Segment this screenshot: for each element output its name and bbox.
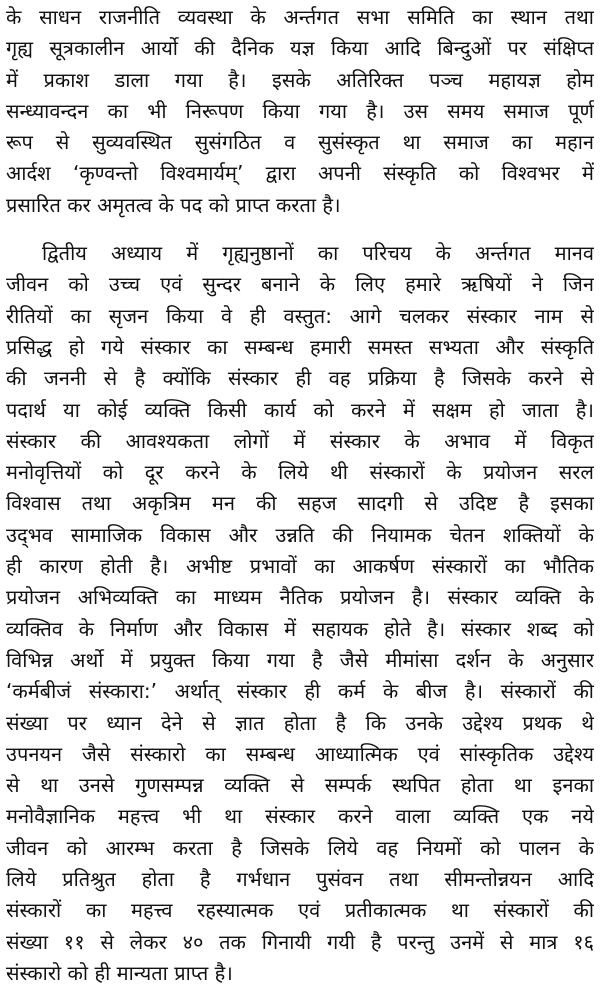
text-line: प्रयोजन अभिव्यक्ति का माध्यम नैतिक प्रयोजन है। संस्कार व्यक्ति के: [6, 585, 594, 610]
text-line: संख्या पर ध्यान देने से ज्ञात होता है कि उनके उद्देश्य प्रथक थे: [6, 710, 594, 735]
text-line: द्वितीय अध्याय में गृह्यनुष्ठानों का परिचय के अर्न्तगत मानव: [42, 241, 594, 266]
text-line: में प्रकाश डाला गया है। इसके अतिरिक्त पञ्च महायज्ञ होम: [6, 67, 594, 92]
text-line: विभिन्न अर्थो में प्रयुक्त किया गया है जैसे मीमांसा दर्शन के अनुसार: [6, 647, 594, 672]
text-line: संख्या ११ से लेकर ४० तक गिनायी गयी है परन्तु उनमें से मात्र १६: [6, 929, 594, 954]
text-line: उपनयन जैसे संस्कारो का सम्बन्ध आध्यात्मिक एवं सांस्कृतिक उद्देश्य: [6, 741, 594, 766]
text-line: मनोवृत्तियों को दूर करने के लिये थी संस्कारों के प्रयोजन सरल: [6, 460, 594, 485]
text-line: से था उनसे गुणसम्पन्न व्यक्ति से सम्पर्क स्थपित होता था इनका: [6, 773, 594, 798]
text-line: रीतियों का सृजन किया वे ही वस्तुत: आगे चलकर संस्कार नाम से: [6, 303, 594, 328]
text-line: संस्कार की आवश्यकता लोगों में संस्कार के अभाव में विकृत: [6, 428, 594, 453]
text-line: प्रसिद्ध हो गये संस्कार का सम्बन्ध हमारी समस्त सभ्यता और संस्कृति: [6, 334, 594, 359]
text-line: संस्कारो को ही मान्यता प्राप्त है।: [6, 960, 233, 985]
text-line: ही कारण होती है। अभीष्ट प्रभावों का आकर्षण संस्कारों का भौतिक: [6, 554, 594, 579]
text-line: पदार्थ या कोई व्यक्ति किसी कार्य को करने में सक्षम हो जाता है।: [6, 397, 594, 422]
text-line: लिये प्रतिश्रुत होता है गर्भधान पुसंवन तथा सीमन्तोन्नयन आदि: [6, 867, 594, 892]
text-line: जीवन को उच्च एवं सुन्दर बनाने के लिए हमारे ऋषियों ने जिन: [6, 272, 594, 297]
text-line: जीवन को आरम्भ करता है जिसके लिये वह नियमों को पालन के: [6, 835, 594, 860]
document-page: [6, 2, 594, 989]
text-line: की जननी से है क्योंकि संस्कार ही वह प्रक्रिया है जिसके करने से: [6, 366, 594, 391]
text-line: आर्दश ‘कृण्वन्तो विश्वमार्यम्’ द्वारा अपनी संस्कृति को विश्वभर में: [6, 161, 594, 186]
paragraph: [6, 2, 594, 221]
text-line: व्यक्तिव के निर्माण और विकास में सहायक होते है। संस्कार शब्द को: [6, 616, 594, 641]
text-line: प्रसारित कर अमृतत्व के पद को प्राप्त करता है।: [6, 192, 341, 217]
text-line: संस्कारों का महत्त्व रहस्यात्मक एवं प्रतीकात्मक था संस्कारों की: [6, 898, 594, 923]
text-line: ‘कर्मबीजं संस्कारा:’ अर्थात् संस्कार ही कर्म के बीज है। संस्कारों की: [6, 679, 594, 704]
text-line: सन्ध्यावन्दन का भी निरूपण किया गया है। उस समय समाज पूर्ण: [6, 98, 594, 123]
text-line: विश्वास तथा अकृत्रिम मन की सहज सादगी से उदिष्ट है इसका: [6, 491, 594, 516]
text-line: रूप से सुव्यवस्थित सुसंगठित व सुसंस्कृत था समाज का महान: [6, 130, 594, 155]
text-line: गृह्य सूत्रकालीन आर्यो की दैनिक यज्ञ किया आदि बिन्दुओं पर संक्षिप्त: [6, 36, 594, 61]
text-line: उद्‌भव सामाजिक विकास और उन्नति की नियामक चेतन शक्तियों के: [6, 522, 594, 547]
paragraph: [6, 238, 594, 989]
text-line: मनोवैज्ञानिक महत्त्व भी था संस्कार करने वाला व्यक्ति एक नये: [6, 804, 594, 829]
text-line: के साधन राजनीति व्यवस्था के अर्न्तगत सभा समिति का स्थान तथा: [6, 5, 594, 29]
